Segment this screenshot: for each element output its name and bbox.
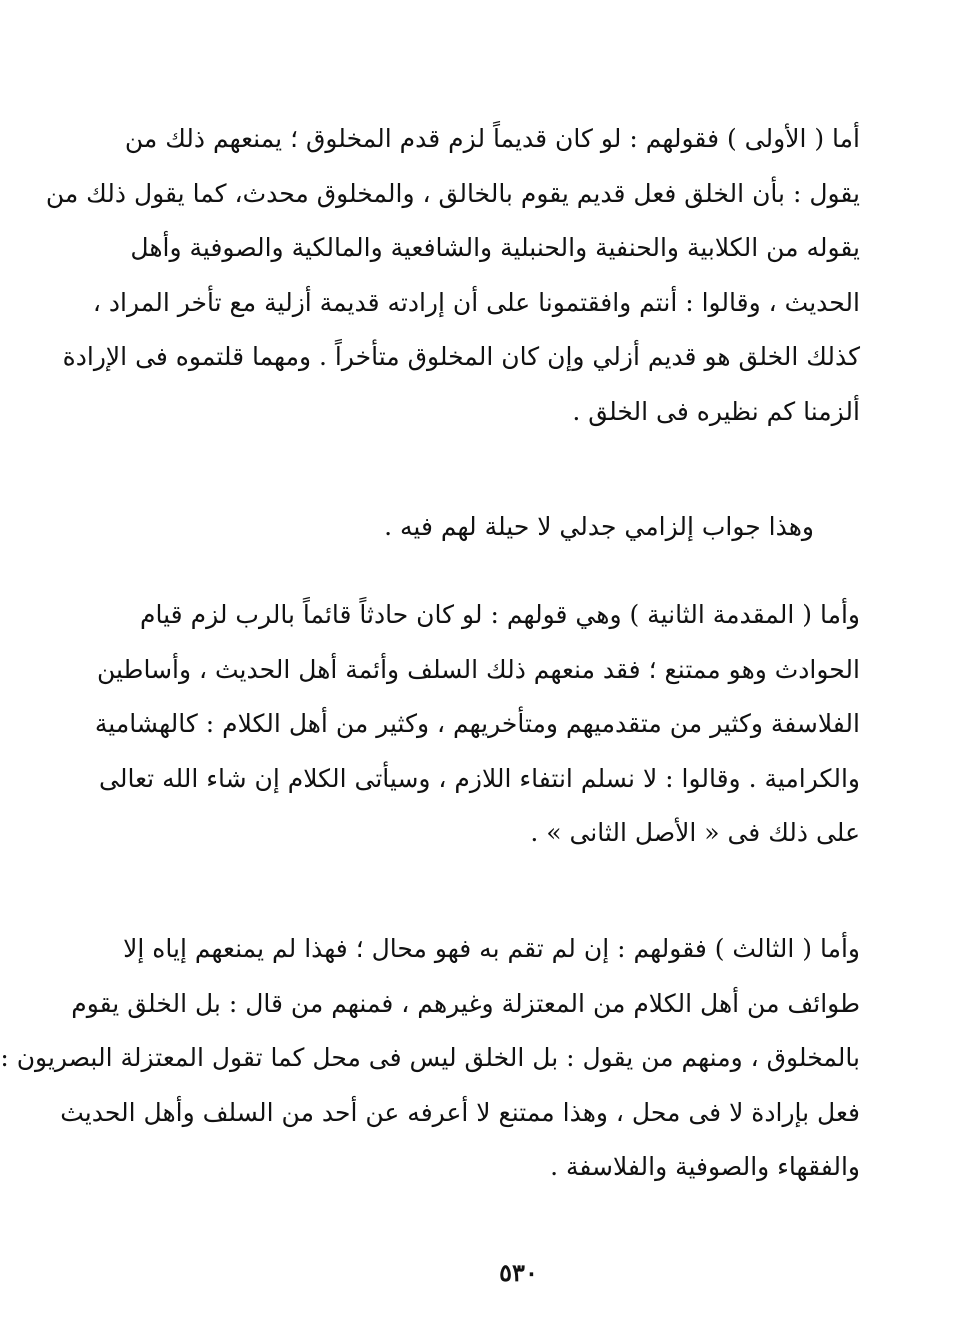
- text-line: وهذا جواب إلزامي جدلي لا حيلة لهم فيه .: [384, 512, 814, 541]
- paragraph-first-premise: [45, 112, 860, 439]
- text-line: وأما ( المقدمة الثانية ) وهي قولهم : لو كان حادثاً قائماً بالرب لزم قيام: [140, 600, 860, 629]
- text-line: الحديث ، وقالوا : أنتم وافقتمونا على أن إرادته قديمة أزلية مع تأخر المراد ،: [92, 287, 860, 317]
- paragraph-answer: [158, 500, 860, 555]
- text-line: بالمخلوق ، ومنهم من يقول : بل الخلق ليس فى محل كما تقول المعتزلة البصريون :: [0, 1043, 860, 1072]
- paragraph-second-premise: [94, 588, 860, 861]
- text-line: طوائف من أهل الكلام من المعتزلة وغيرهم ، فمنهم من قال : بل الخلق يقوم: [71, 988, 860, 1018]
- text-line: يقوله من الكلابية والحنفية والحنبلية والشافعية والمالكية والصوفية وأهل: [130, 233, 860, 262]
- page-number: ٥٣٠: [499, 1258, 538, 1287]
- text-line: والكرامية . وقالوا : لا نسلم انتفاء اللازم ، وسيأتى الكلام إن شاء الله تعالى: [99, 763, 860, 793]
- text-line: الفلاسفة وكثير من متقدميهم ومتأخريهم ، وكثير من أهل الكلام : كالهشامية: [94, 709, 860, 738]
- text-line: الحوادث وهو ممتنع ؛ فقد منعهم ذلك السلف وأئمة أهل الحديث ، وأساطين: [96, 654, 860, 684]
- text-line: فعل بإرادة لا فى محل ، وهذا ممتنع لا أعرفه عن أحد من السلف وأهل الحديث: [60, 1097, 860, 1127]
- text-line: والفقهاء والصوفية والفلاسفة .: [550, 1152, 860, 1181]
- text-line: على ذلك فى « الأصل الثانى » .: [530, 818, 860, 847]
- text-line: وأما ( الثالث ) فقولهم : إن لم تقم به فهو محال ؛ فهذا لم يمنعهم إياه إلا: [123, 934, 860, 963]
- text-line: أما ( الأولى ) فقولهم : لو كان قديماً لزم قدم المخلوق ؛ يمنعهم ذلك من: [124, 124, 860, 153]
- paragraph-third-premise: [0, 922, 860, 1195]
- text-line: يقول : بأن الخلق فعل قديم يقوم بالخالق ، والمخلوق محدث، كما يقول ذلك من: [45, 178, 860, 208]
- text-line: كذلك الخلق هو قديم أزلي وإن كان المخلوق متأخراً . ومهما قلتموه فى الإرادة: [62, 342, 860, 371]
- text-line: ألزمنا كم نظيره فى الخلق .: [572, 396, 860, 426]
